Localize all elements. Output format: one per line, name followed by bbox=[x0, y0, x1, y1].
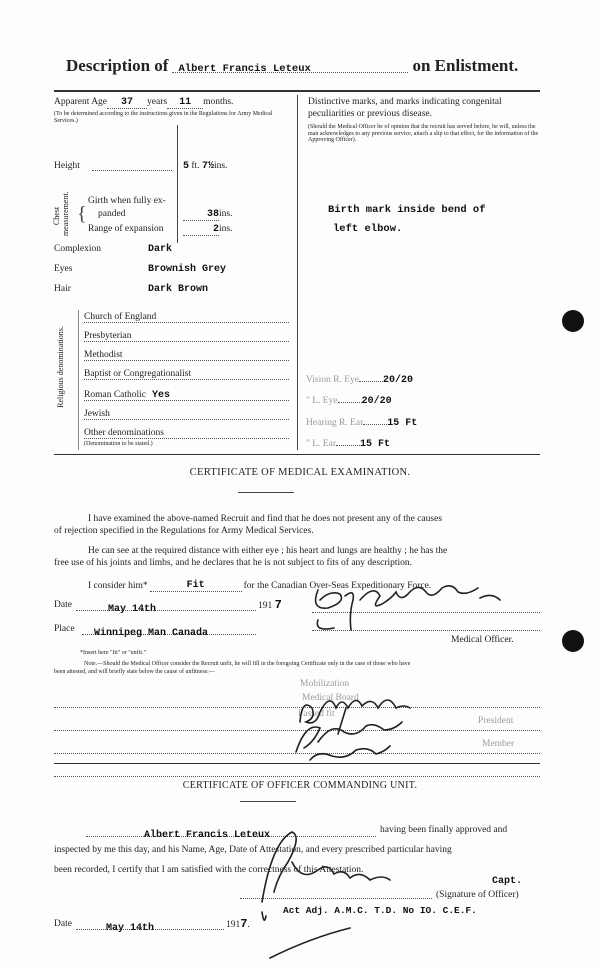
officer-rank: Capt. bbox=[492, 876, 523, 887]
religion-label-text: Baptist or Congregationalist bbox=[84, 369, 192, 379]
test-value: 15 Ft bbox=[360, 439, 391, 450]
place-label: Place bbox=[54, 624, 75, 634]
test-label: " L. Ear bbox=[306, 439, 336, 449]
medical-date: May 14th bbox=[108, 604, 157, 615]
stamp-mobilization: Mobilization bbox=[300, 679, 350, 689]
stamp-medical-board: Medical Board bbox=[302, 693, 359, 703]
medical-heading: CERTIFICATE OF MEDICAL EXAMINATION. bbox=[189, 467, 411, 478]
medical-para2-b: free use of his joints and limbs, and he declares that he is not subject to fits of any description. bbox=[54, 558, 413, 568]
commanding-line3: been recorded, I certify that I am satisfied with the correctness of this Attestation. bbox=[54, 865, 364, 875]
test-label: Vision R. Eye bbox=[306, 375, 359, 385]
medical-officer-signature bbox=[316, 586, 500, 630]
range-value: 2ins. bbox=[183, 224, 232, 236]
commanding-line2: inspected by me this day, and his Name, Age, Date of Attestation, and every prescribed particular having bbox=[54, 845, 452, 855]
marks-heading-1: Distinctive marks, and marks indicating congenital bbox=[308, 97, 502, 107]
religion-label-text: Other denominations bbox=[84, 428, 164, 438]
test-value: 20/20 bbox=[361, 396, 392, 407]
insert-note: *Insert here "fit" or "unfit." bbox=[80, 650, 146, 656]
note-b: been attested, and will briefly state below the cause of unfitness:— bbox=[54, 669, 215, 675]
fitness-value: Fit bbox=[186, 580, 205, 591]
commanding-date-label: Date bbox=[54, 919, 72, 929]
religion-label: Religious denominations. bbox=[56, 326, 65, 408]
girth-label-2: panded bbox=[98, 209, 126, 219]
medical-para1-a: I have examined the above-named Recruit and find that he does not present any of the causes bbox=[88, 514, 443, 524]
girth-value: 38ins. bbox=[183, 209, 232, 221]
age-note: (To be determined according to the instructions given in the Regulations for Army Medical Services.) bbox=[54, 111, 273, 124]
apparent-age-row: Apparent Age 37 years 11 months. bbox=[54, 97, 234, 108]
consider-label: I consider him* bbox=[88, 581, 148, 591]
medical-para1-b: of rejection specified in the Regulations for Army Medical Services. bbox=[54, 526, 314, 536]
date-label: Date bbox=[54, 600, 72, 610]
religion-label-text: Church of England bbox=[84, 312, 157, 322]
range-label: Range of expansion bbox=[88, 224, 164, 234]
marks-text-1: Birth mark inside bend of bbox=[328, 204, 486, 216]
marks-note: (Should the Medical Officer be of opinion that the recruit has served before, he will, unless the man acknowledges to any previous service, attach a slip to that effect, for the information of the Approving Officer). bbox=[308, 124, 539, 143]
punch-hole-bottom bbox=[562, 630, 584, 652]
force-label: for the Canadian Over-Seas Expeditionary Force. bbox=[243, 581, 432, 591]
test-label: Hearing R. Ear bbox=[306, 418, 364, 428]
religion-label-text: Presbyterian bbox=[84, 331, 132, 341]
commanding-line1: having been finally approved and bbox=[380, 825, 508, 835]
signature-label: (Signature of Officer) bbox=[436, 890, 519, 900]
title-prefix: Description of bbox=[66, 56, 169, 75]
board-president-signature bbox=[300, 700, 410, 734]
marks-heading-2: peculiarities or previous disease. bbox=[308, 109, 432, 119]
member-label: Member bbox=[482, 739, 515, 749]
complexion-value: Dark bbox=[148, 244, 173, 255]
girth-label-1: Girth when fully ex- bbox=[88, 196, 166, 206]
officer-signature bbox=[262, 832, 390, 958]
chest-brace: { bbox=[77, 203, 87, 225]
hair-value: Dark Brown bbox=[148, 284, 209, 295]
eyes-label: Eyes bbox=[54, 264, 73, 274]
height-label: Height bbox=[54, 161, 80, 171]
hair-label: Hair bbox=[54, 284, 71, 294]
president-label: President bbox=[478, 716, 514, 726]
test-value: 15 Ft bbox=[387, 418, 418, 429]
commanding-year: 1917. bbox=[226, 917, 250, 931]
title-suffix: on Enlistment. bbox=[412, 56, 519, 75]
religion-label-text: Jewish bbox=[84, 409, 110, 419]
religion-value: Yes bbox=[152, 390, 171, 401]
chest-label: Chest measurement. bbox=[52, 191, 70, 236]
other-denomination-note: (Denomination to be stated.) bbox=[84, 441, 153, 447]
religion-label-text: Methodist bbox=[84, 350, 123, 360]
commanding-date: May 14th bbox=[106, 923, 155, 934]
test-value: 20/20 bbox=[383, 375, 414, 386]
religion-label-text: Roman Catholic bbox=[84, 390, 147, 400]
punch-hole-top bbox=[562, 310, 584, 332]
medical-para2-a: He can see at the required distance with either eye ; his heart and lungs are healthy ; he has the bbox=[88, 546, 448, 556]
complexion-label: Complexion bbox=[54, 244, 101, 254]
marks-text-2: left elbow. bbox=[333, 223, 403, 235]
recruit-name: Albert Francis Leteux bbox=[178, 63, 311, 75]
medical-officer-label: Medical Officer. bbox=[451, 635, 514, 645]
height-value: 5 ft. 7½ins. bbox=[183, 161, 228, 172]
medical-place: Winnipeg Man Canada bbox=[94, 628, 209, 639]
commanding-heading: CERTIFICATE OF OFFICER COMMANDING UNIT. bbox=[182, 780, 418, 791]
stamp-passed-fit: Passed fit bbox=[298, 709, 335, 719]
board-member-signature bbox=[296, 722, 402, 760]
test-label: " L. Eye bbox=[306, 396, 338, 406]
note-a: Note.—Should the Medical Officer consider the Recruit unfit, he will fill in the foregoing Certificate only in the case of those who have bbox=[84, 661, 411, 667]
medical-year: 191 7 bbox=[258, 598, 282, 612]
officer-name: Albert Francis Leteux bbox=[144, 830, 271, 841]
officer-unit: Act Adj. A.M.C. T.D. No IO. C.E.F. bbox=[283, 905, 477, 916]
eyes-value: Brownish Grey bbox=[148, 264, 227, 275]
